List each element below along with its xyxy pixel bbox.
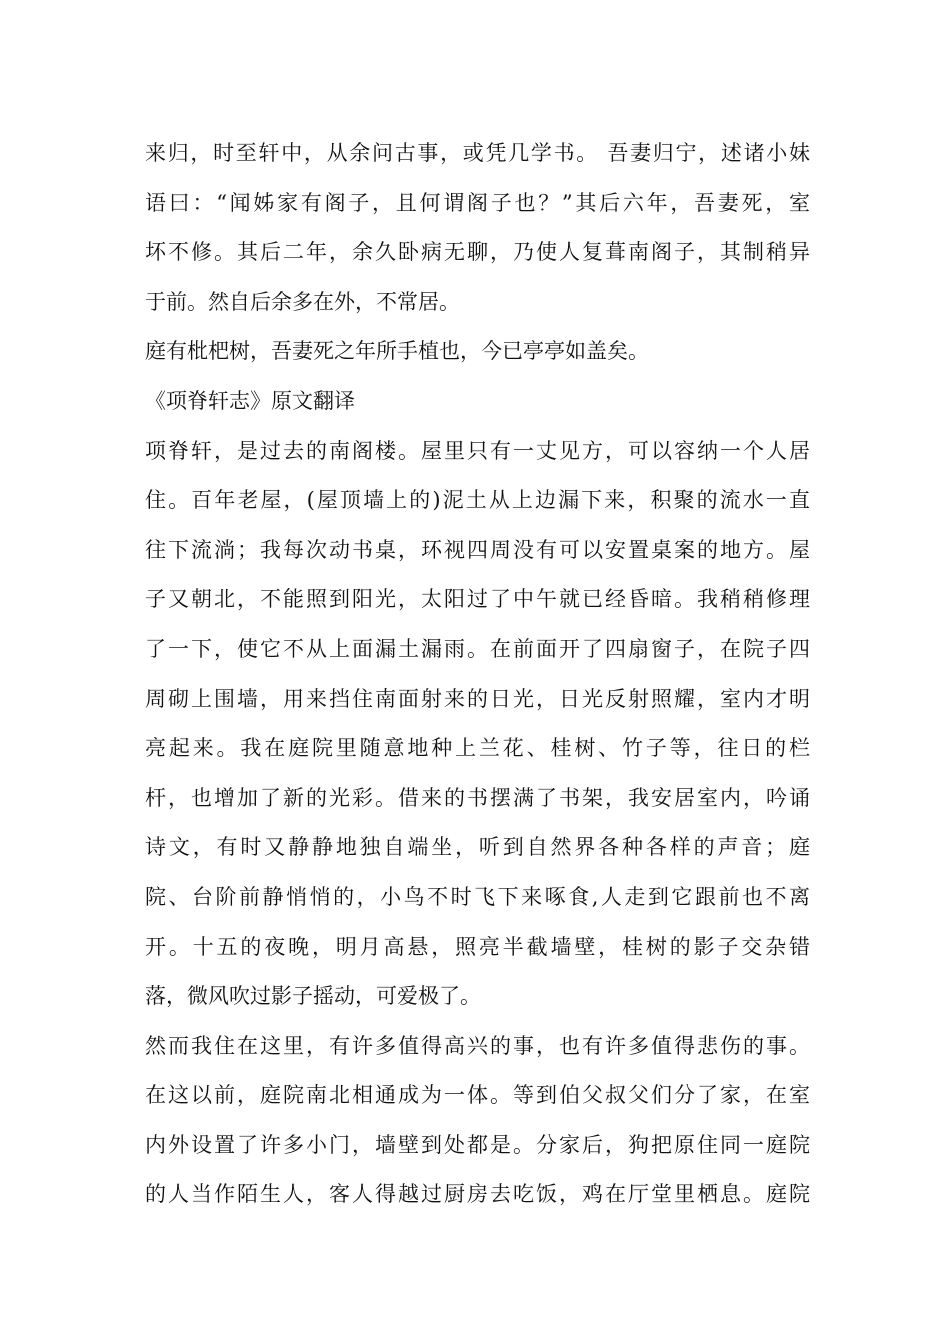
text-line: 杆，也增加了新的光彩。借来的书摆满了书架，我安居室内，吟诵: [145, 785, 810, 810]
section-heading: 《项脊轩志》原文翻译: [145, 388, 355, 413]
text-line: 落，微风吹过影子摇动，可爱极了。: [145, 984, 481, 1009]
text-line: 亮起来。我在庭院里随意地种上兰花、桂树、竹子等，往日的栏: [145, 736, 810, 761]
text-line: 子又朝北，不能照到阳光，太阳过了中午就已经昏暗。我稍稍修理: [145, 587, 810, 612]
text-line: 开。十五的夜晚，明月高悬，照亮半截墙壁，桂树的影子交杂错: [145, 934, 810, 959]
text-line: 项脊轩，是过去的南阁楼。屋里只有一丈见方，可以容纳一个人居: [145, 438, 810, 463]
text-line: 了一下，使它不从上面漏土漏雨。在前面开了四扇窗子，在院子四: [145, 636, 810, 661]
text-line: 周砌上围墙，用来挡住南面射来的日光，日光反射照耀，室内才明: [145, 686, 810, 711]
text-line: 庭有枇杷树，吾妻死之年所手植也，今已亭亭如盖矣。: [145, 339, 649, 364]
text-line: 的人当作陌生人，客人得越过厨房去吃饭，鸡在厅堂里栖息。庭院: [145, 1182, 810, 1207]
text-line: 坏不修。其后二年，余久卧病无聊，乃使人复葺南阁子，其制稍异: [145, 240, 810, 265]
text-line: 然而我住在这里，有许多值得高兴的事，也有许多值得悲伤的事。: [145, 1033, 810, 1058]
text-line: 住。百年老屋，(屋顶墙上的)泥土从上边漏下来，积聚的流水一直: [145, 488, 810, 513]
text-line: 于前。然自后余多在外，不常居。: [145, 289, 460, 314]
text-line: 在这以前，庭院南北相通成为一体。等到伯父叔父们分了家，在室: [145, 1083, 810, 1108]
text-line: 院、台阶前静悄悄的，小鸟不时飞下来啄食,人走到它跟前也不离: [145, 884, 810, 909]
text-line: 往下流淌；我每次动书桌，环视四周没有可以安置桌案的地方。屋: [145, 537, 810, 562]
document-body: [145, 129, 810, 1220]
text-line: 语曰：“闻姊家有阁子，且何谓阁子也？”其后六年，吾妻死，室: [145, 190, 810, 215]
text-line: 内外设置了许多小门，墙壁到处都是。分家后，狗把原住同一庭院: [145, 1132, 810, 1157]
text-line: 来归，时至轩中，从余问古事，或凭几学书。 吾妻归宁，述诸小妹: [145, 141, 810, 165]
text-line: 诗文，有时又静静地独自端坐，听到自然界各种各样的声音；庭: [145, 835, 810, 860]
